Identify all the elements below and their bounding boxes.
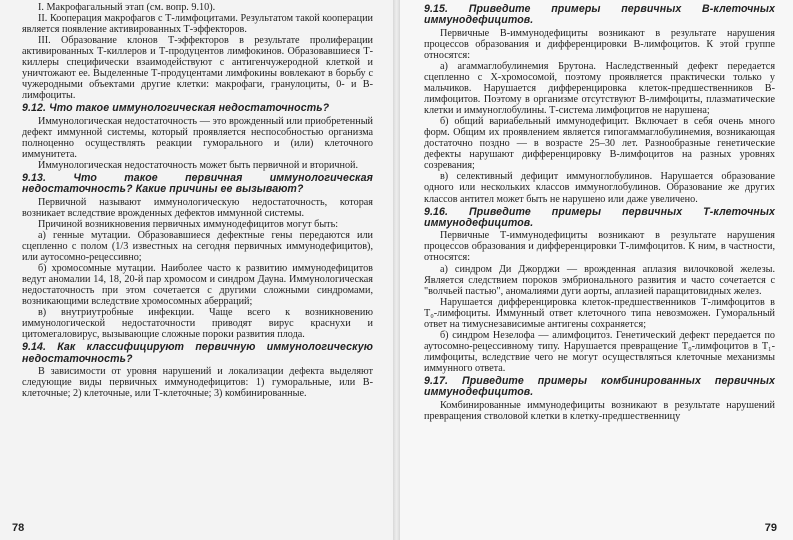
paragraph: а) генные мутации. Образовавшиеся дефектные гены передаются или сцепленно с полом (1/3 известных на сегодня первичных иммунодефицитов), или аутосомно-рецессивно; [22,230,373,264]
paragraph: Комбинированные иммунодефициты возникают в результате нарушений превращения стволовой клетки в клетку-предшественницу [424,399,775,422]
paragraph: III. Образование клонов Т-эффекторов в результате пролиферации активированных Т-киллеров и Т-продуцентов лимфокинов. Образовавшиеся Т-киллеры специфически взаимодействуют с антигенчужеродной клеткой и уничтожают ее. Выделенные Т-продуцентами лимфокины вовлекают в борьбу с чужеродными объектами другие клетки: макрофаги, гранулоциты, 0- и В-лимфоциты. [22,35,373,102]
left-page-number: 78 [12,521,25,534]
question-heading: 9.12. Что такое иммунологическая недостаточность? [22,102,330,115]
paragraph: Причиной возникновения первичных иммунодефицитов могут быть: [38,218,339,230]
paragraph: В зависимости от уровня нарушений и локализации дефекта выделяют следующие виды первичных иммунодефицитов: 1) гуморальные, или В-клеточные; 2) клеточные, или Т-клеточные; 3) комбинированные. [22,366,373,400]
left-page-text [22,2,373,399]
question-heading: 9.14. Как классифицируют первичную иммунологическую недостаточность? [22,341,373,365]
paragraph: Первичные В-иммунодефициты возникают в результате нарушения процессов образования и дифференцировки В-лимфоцитов. К этой группе относятся: [424,27,775,61]
book-gutter [393,0,400,540]
question-heading: 9.17. Приведите примеры комбинированных первичных иммунодефицитов. [424,374,775,399]
paragraph: б) хромосомные мутации. Наиболее часто к развитию иммунодефицитов ведут аномалии 14, 18, 20-й пар хромосом и синдром Дауна. Иммунологическая недостаточность при этом сочетается с другими сложными синдромами, возникающими вследствие хромосомных аберраций; [22,263,373,308]
paragraph: а) синдром Ди Джорджи — врожденная аплазия вилочковой железы. Является следствием пороков эмбрионального развития и часто сочетается с "волчьей пастью", аномалиями дуги аорты, аплазией паращитовидных желез. [424,263,775,297]
right-page [400,0,793,540]
paragraph: Первичной называют иммунологическую недостаточность, которая возникает вследствие врожденных дефектов иммунной системы. [22,196,373,219]
paragraph: Иммунологическая недостаточность может быть первичной и вторичной. [38,160,359,172]
paragraph: в) селективный дефицит иммуноглобулинов. Нарушается образование одного или нескольких классов иммуноглобулинов. Образование же других классов антител может быть не нарушено или даже увеличено. [424,171,775,205]
right-page-text [424,2,775,422]
paragraph: Первичные Т-иммунодефициты возникают в результате нарушения процессов образования и дифференцировки Т-лимфоцитов. К ним, в частности, относятся: [424,230,775,264]
paragraph: Иммунологическая недостаточность — это врожденный или приобретенный дефект иммунной системы, который проявляется неспособностью организма полноценно осуществлять реакции гуморального и (или) клеточного иммунитета. [22,115,373,160]
right-page-number: 79 [764,521,777,534]
left-page [0,0,393,540]
paragraph: а) агаммаглобулинемия Брутона. Наследственный дефект передается сцепленно с X-хромосомой, поэтому проявляется практически только у мальчиков. Нарушается дифференцировка клеток-предшественников В-лимфоцитов. Поэтому в организме отсутствуют В-лимфоциты, плазматические клетки и иммуноглобулины. Т-система лимфоцитов не нарушена; [424,60,775,117]
paragraph: I. Макрофагальный этап (см. вопр. 9.10). [38,2,216,13]
paragraph: Нарушается дифференцировка клеток-предшественников Т-лимфоцитов в Т₀-лимфоциты. Иммунный ответ клеточного типа невозможен. Гуморальный ответ на тимуснезависимые антигены сохраняется; [424,296,775,330]
paragraph: в) внутриутробные инфекции. Чаще всего к возникновению иммунологической недостаточности приводят вирус краснухи и цитомегаловирус, вызывающие сложные пороки развития плода. [22,307,373,341]
paragraph: б) синдром Незелофа — алимфоцитоз. Генетический дефект передается по аутосомно-рецессивному типу. Нарушается превращение Т₀-лимфоцитов в Т₁-лимфоциты, вследствие чего не могут осуществляться клеточные механизмы иммунного ответа. [424,329,775,374]
question-heading: 9.13. Что такое первичная иммунологическая недостаточность? Какие причины ее вызывают? [22,172,373,196]
question-heading: 9.16. Приведите примеры первичных Т-клеточных иммунодефицитов. [424,205,775,229]
paragraph: б) общий вариабельный иммунодефицит. Включает в себя очень много форм. Общим их проявлением является гипогаммаглобулинемия, возникающая достаточно поздно — в возрасте 25–30 лет. Разнообразные генетические дефекты нарушают дифференцировку В-лимфоцитов на разных уровнях созревания; [424,116,775,172]
paragraph: II. Кооперация макрофагов с Т-лимфоцитами. Результатом такой кооперации является появление активированных Т-эффекторов. [22,13,373,36]
question-heading: 9.15. Приведите примеры первичных В-клеточных иммунодефицитов. [424,3,775,27]
